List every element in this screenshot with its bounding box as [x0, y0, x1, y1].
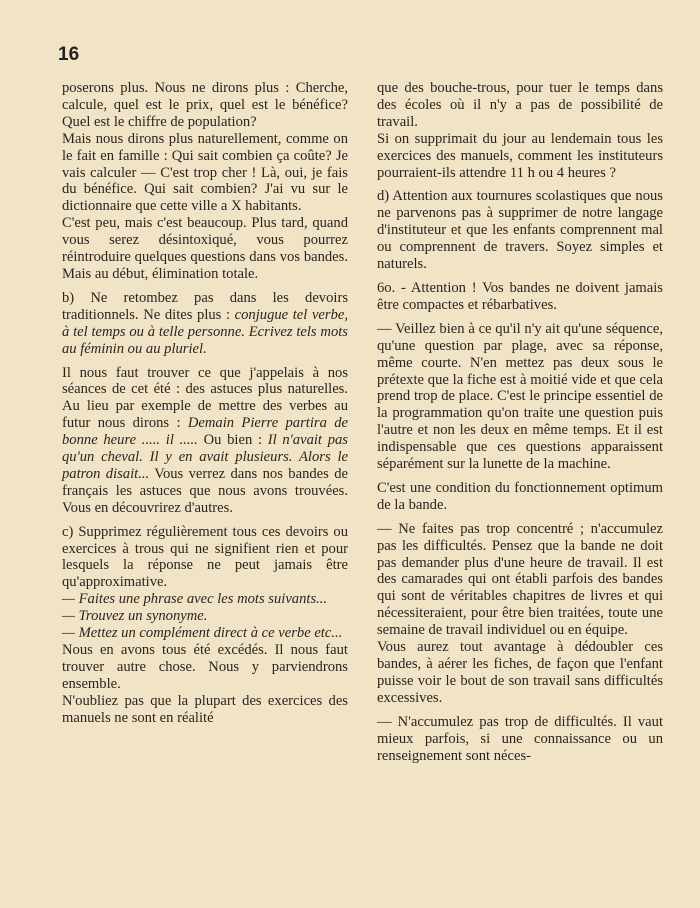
paragraph: — N'accumulez pas trop de difficultés. Il vaut mieux parfois, si une connaissance ou un renseignement sont néces-: [377, 713, 663, 764]
text-run: Il nous faut trouver ce que j'appelais à nos séances de cet été : des astuces plus naturelles. Au lieu par exemple de mettre des verbes au futur nous dirons :: [62, 364, 348, 432]
list-item: — Faites une phrase avec les mots suivants...: [62, 591, 328, 608]
text-run: b) Ne retombez pas dans les devoirs traditionnels. Ne dites plus :: [62, 289, 348, 323]
paragraph: Si on supprimait du jour au lendemain tous les exercices des manuels, comment les instituteurs pourraient-ils attendre 11 h ou 4 heures ?: [377, 130, 663, 181]
paragraph: [62, 365, 348, 517]
right-column: [377, 80, 663, 764]
paragraph-d: d) Attention aux tournures scolastiques que nous ne parvenons pas à supprimer de notre langage d'instituteur et que les enfants comprennent mal ou comprennent de travers. Soyez simples et naturels.: [377, 188, 663, 273]
paragraph: Nous en avons tous été excédés. Il nous faut trouver autre chose. Nous y parviendrons ensemble.: [62, 642, 348, 692]
italic-run: Il n'avait pas qu'un cheval. Il y en avait plusieurs. Alors le patron disait...: [62, 432, 348, 482]
list-item: — Trouvez un synonyme.: [62, 608, 208, 625]
italic-run: Demain Pierre partira de bonne heure ..... il .....: [62, 415, 348, 449]
text-run: Ou bien :: [197, 432, 268, 449]
paragraph: C'est peu, mais c'est beaucoup. Plus tard, quand vous serez désintoxiqué, vous pourrez réintroduire quelques questions dans vos bandes. Mais au début, élimination totale.: [62, 215, 348, 282]
list-item: — Mettez un complément direct à ce verbe etc...: [62, 625, 343, 642]
paragraph: C'est une condition du fonctionnement optimum de la bande.: [377, 479, 663, 513]
italic-run: conjugue tel verbe, à tel temps ou à telle personne. Ecrivez tels mots au féminin ou au pluriel.: [62, 306, 349, 357]
paragraph-c: c) Supprimez régulièrement tous ces devoirs ou exercices à trous qui ne signifient rien et pour lesquels la réponse ne peut jamais être qu'approximative.: [62, 523, 348, 591]
left-column: [62, 80, 348, 727]
page-number: 16: [58, 44, 80, 65]
paragraph: — Ne faites pas trop concentré ; n'accumulez pas les difficultés. Pensez que la bande ne doit pas demander plus d'une heure de travail. Il est des camarades qui ont établi parfois des bandes qui sont de véritables chapitres de livres et qui nécessiteraient, pour être bien traitées, toute une semaine de travail individuel ou en équipe.: [377, 520, 663, 639]
paragraph: — Veillez bien à ce qu'il n'y ait qu'une séquence, qu'une question par plage, avec sa réponse, même courte. N'en mettez pas deux sous le prétexte que la fiche est à moitié vide et que cela prend trop de place. C'est le principe essentiel de la programmation qu'on traite une question puis l'autre et non les deux en même temps. Et il est indispensable que ces questions apparaissent séparément sur la lunette de la machine.: [377, 320, 663, 473]
paragraph: Mais nous dirons plus naturellement, comme on le fait en famille : Qui sait combien ça coûte? Je vais calculer — C'est trop cher ! Là, oui, je fais du bénéfice. Qui sait combien? J'ai vu sur le dictionnaire que cette ville a X habitants.: [62, 130, 348, 215]
paragraph: que des bouche-trous, pour tuer le temps dans des écoles où il n'y a pas de possibilité de travail.: [377, 80, 663, 130]
paragraph: Vous aurez tout avantage à dédoubler ces bandes, à aérer les fiches, de façon que l'enfant puisse voir le bout de son travail sans difficultés excessives.: [377, 639, 663, 706]
paragraph: poserons plus. Nous ne dirons plus : Cherche, calcule, quel est le prix, quel est le bénéfice? Quel est le chiffre de population?: [62, 80, 348, 130]
section-heading-6: 6o. - Attention ! Vos bandes ne doivent jamais être compactes et rébarbatives.: [377, 279, 663, 313]
text-run: Vous verrez dans nos bandes de français les astuces que nous avons trouvées. Vous en découvrirez d'autres.: [62, 465, 348, 516]
paragraph: N'oubliez pas que la plupart des exercices des manuels ne sont en réalité: [62, 692, 348, 726]
paragraph-b: [62, 290, 348, 358]
